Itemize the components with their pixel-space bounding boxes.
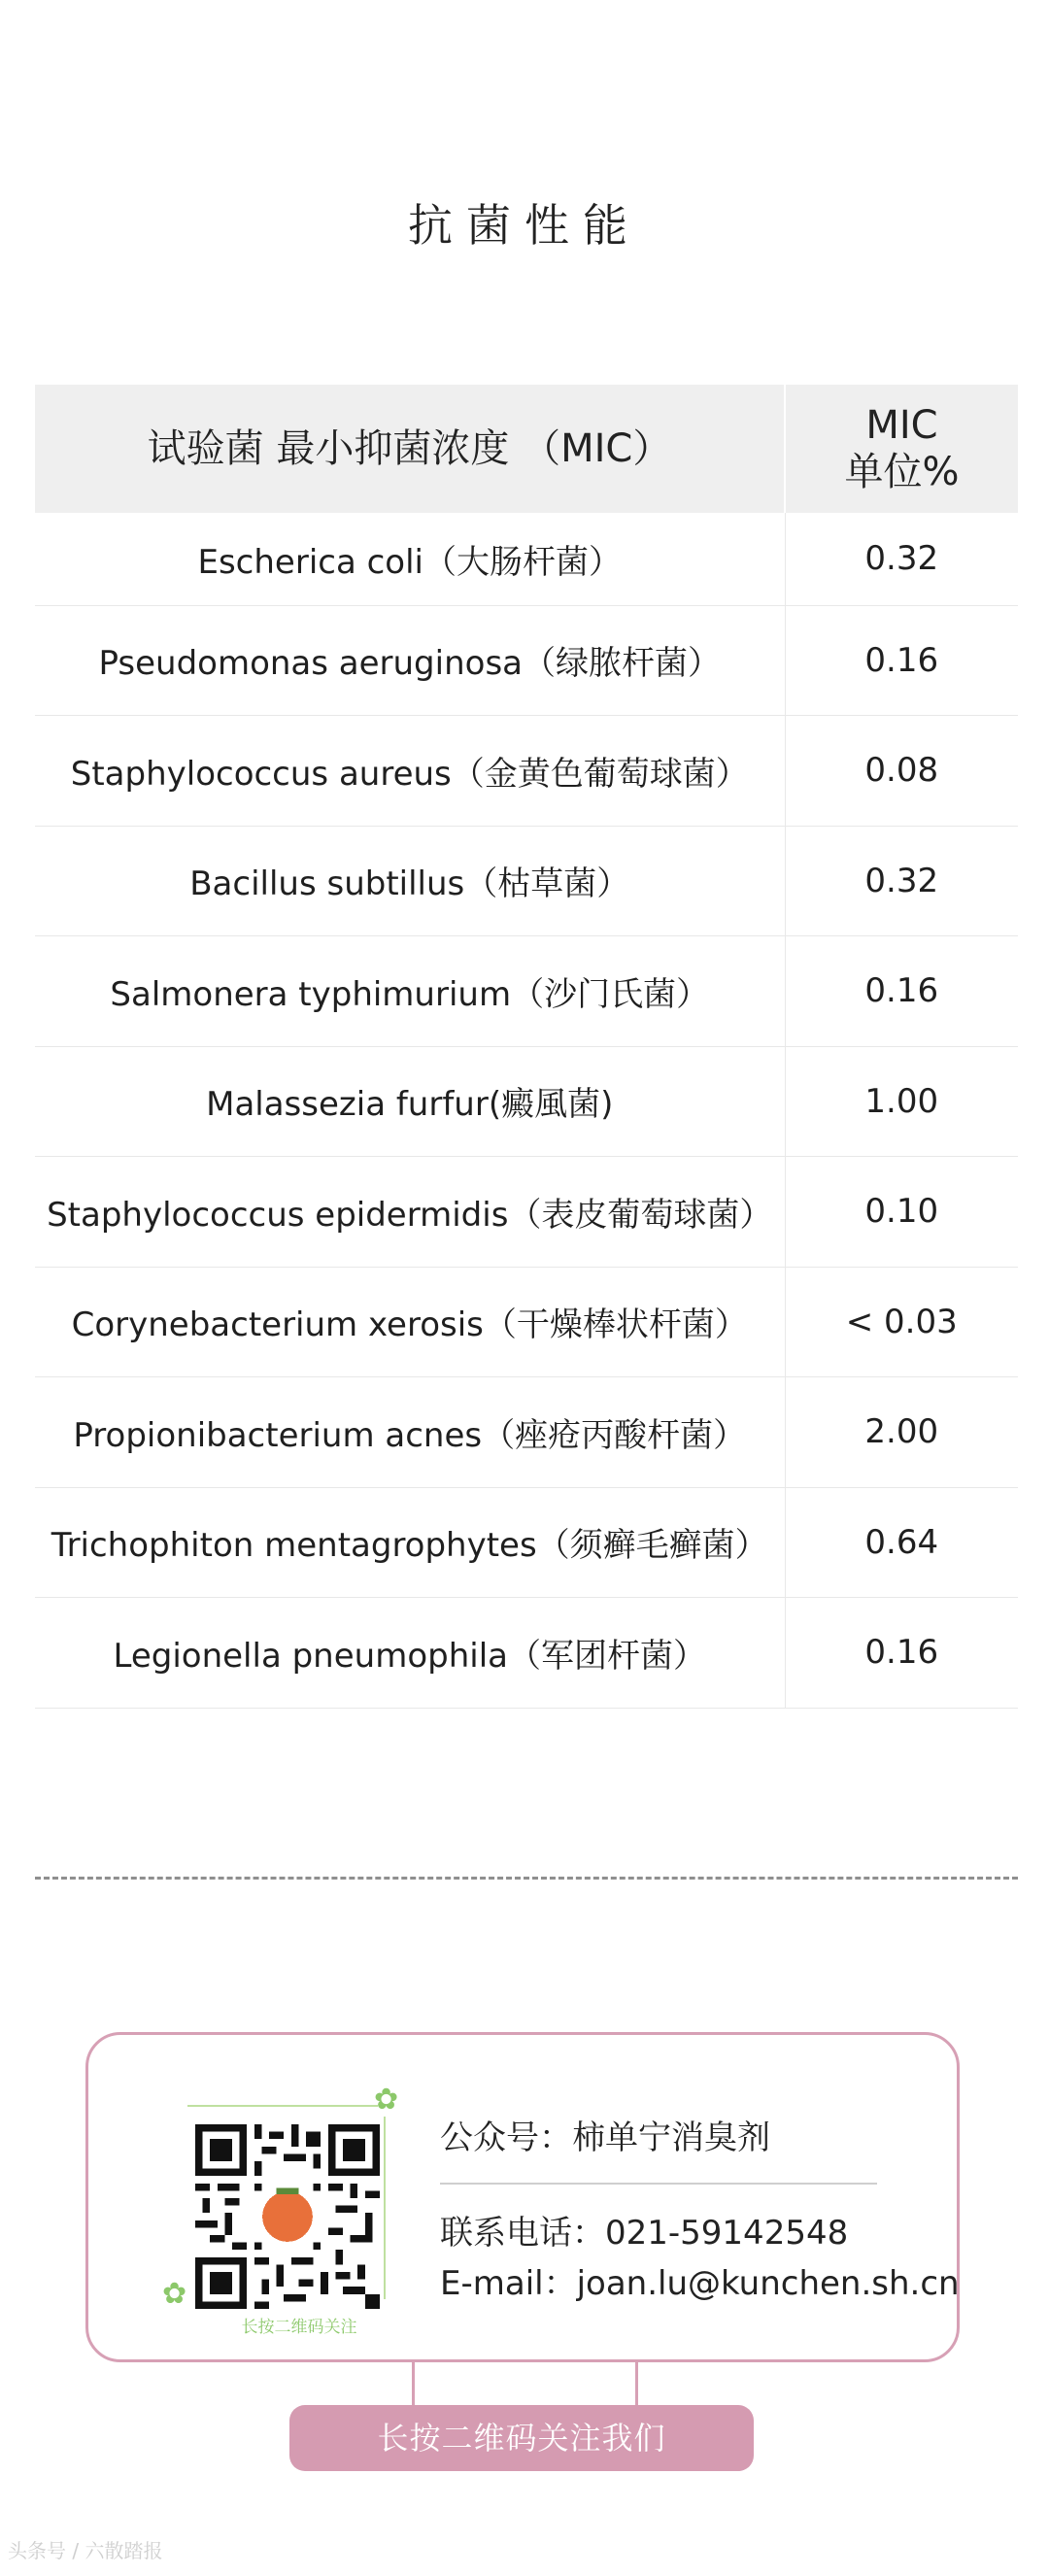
organism-name: Staphylococcus epidermidis（表皮葡萄球菌） [35,1157,785,1268]
qr-frame[interactable] [162,2083,399,2337]
header-test-organism: 试验菌 最小抑菌浓度 （MIC） [35,385,785,513]
organism-name: Propionibacterium acnes（痤疮丙酸杆菌） [35,1377,785,1488]
watermark: 头条号 / 六散踏报 [8,2539,163,2562]
mic-value: 0.16 [785,1598,1018,1709]
flower-icon: ✿ [374,2083,399,2117]
table-row [35,1267,1018,1377]
organism-name: Bacillus subtillus（枯草菌） [35,826,785,936]
connector-line [635,2362,638,2407]
mic-value: 0.16 [785,605,1018,716]
table-header-row [35,385,1018,513]
organism-name: Escherica coli（大肠杆菌） [35,513,785,605]
table-row [35,1377,1018,1488]
table-row [35,1598,1018,1709]
page-title: 抗菌性能 [408,199,641,252]
mic-value: 0.16 [785,936,1018,1047]
table-row [35,513,1018,605]
mic-value: 0.32 [785,826,1018,936]
table-row [35,826,1018,936]
table-row [35,1487,1018,1598]
mic-value: 0.32 [785,513,1018,605]
follow-us-button[interactable]: 长按二维码关注我们 [289,2405,754,2471]
organism-name: Malassezia furfur(癜風菌) [35,1046,785,1157]
organism-name: Corynebacterium xerosis（干燥棒状杆菌） [35,1267,785,1377]
organism-name: Trichophiton mentagrophytes（须癣毛癣菌） [35,1487,785,1598]
mic-value: 0.08 [785,716,1018,827]
frame-line [187,2105,378,2107]
table-row [35,1046,1018,1157]
mic-value: 2.00 [785,1377,1018,1488]
table-row [35,936,1018,1047]
header-mic-label: MIC [865,403,938,448]
organism-name: Legionella pneumophila（军团杆菌） [35,1598,785,1709]
wechat-account: 公众号：柿单宁消臭剂 [440,2118,770,2157]
table-row [35,605,1018,716]
contact-info [440,2111,960,2307]
organism-name: Staphylococcus aureus（金黄色葡萄球菌） [35,716,785,827]
connector-line [412,2362,415,2407]
header-unit-label: 单位% [844,450,960,494]
qr-caption: 长按二维码关注 [241,2318,357,2337]
table-row [35,716,1018,827]
mic-value: 0.10 [785,1157,1018,1268]
flower-icon: ✿ [162,2277,187,2311]
contact-separator [440,2183,877,2185]
dashed-divider [35,1877,1018,1880]
phone-number[interactable]: 联系电话：021-59142548 [440,2214,849,2253]
table-row [35,1157,1018,1268]
mic-value: 0.64 [785,1487,1018,1598]
email-address[interactable]: E-mail：joan.lu@kunchen.sh.cn [440,2264,960,2303]
mic-value: 1.00 [785,1046,1018,1157]
qr-code[interactable] [195,2124,380,2309]
organism-name: Salmonera typhimurium（沙门氏菌） [35,936,785,1047]
frame-line [384,2117,386,2299]
organism-name: Pseudomonas aeruginosa（绿脓杆菌） [35,605,785,716]
contact-card [85,2032,960,2362]
header-mic-unit [785,385,1018,513]
mic-value: < 0.03 [785,1267,1018,1377]
mic-table [35,385,1018,1709]
